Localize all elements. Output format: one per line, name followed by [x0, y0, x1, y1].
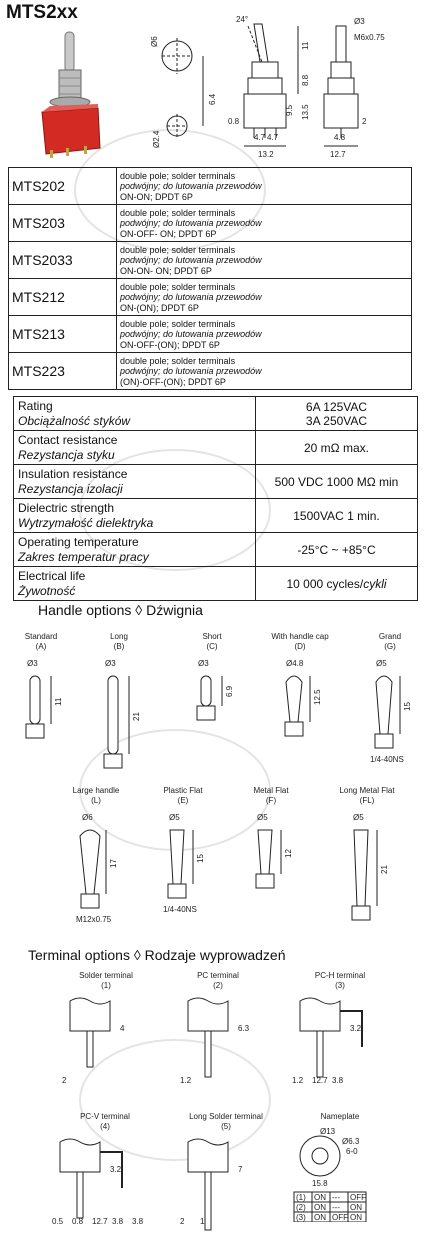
handle-bushing: [375, 734, 393, 748]
handle-height: 21: [132, 712, 141, 721]
terminal-option: [60, 971, 152, 1096]
dim-thread: M6x0.75: [354, 33, 385, 42]
model-code: MTS2033: [9, 242, 117, 279]
terminal-dim: 6.3: [238, 1024, 250, 1033]
handle-diameter: Ø5: [257, 813, 268, 822]
model-contact-spec: ON-ON- ON; DPDT 6P: [120, 265, 212, 276]
terminal-code: (3): [335, 981, 345, 990]
spec-parameter-pl: Wytrzymałość dielektryka: [18, 515, 154, 530]
nameplate-cell-text: OFF: [332, 1213, 348, 1222]
page-title: MTS2xx: [6, 2, 78, 23]
handle-bushing: [285, 722, 303, 736]
nameplate-cell-text: ON: [314, 1193, 326, 1202]
terminal-option: [50, 1112, 160, 1237]
terminal-dim: 3.2: [350, 1024, 362, 1033]
spec-parameter-pl: Rezystancja izolacji: [18, 481, 123, 496]
handle-drawing: [322, 806, 412, 936]
terminal-dim: 1.2: [292, 1076, 304, 1085]
handle-drawing: [6, 652, 76, 782]
spec-row: [14, 465, 418, 499]
dim-w127: 12.7: [330, 150, 346, 159]
nameplate-cell-text: OFF: [350, 1193, 366, 1202]
model-desc-en: double pole; solder terminals: [120, 355, 236, 366]
handle-diameter: Ø4.8: [286, 659, 304, 668]
spec-value-line: 500 VDC 1000 MΩ min: [274, 474, 399, 489]
spec-parameter-en: Operating temperature: [18, 534, 139, 549]
handle-option: [6, 632, 76, 787]
model-contact-spec: (ON)-OFF-(ON); DPDT 6P: [120, 376, 226, 387]
handle-drawing: [258, 652, 342, 782]
model-desc-pl: podwójny; do lutowania przewodów: [120, 366, 262, 377]
spec-row: [14, 397, 418, 431]
terminal-body: [70, 998, 110, 1031]
model-contact-spec: ON-ON; DPDT 6P: [120, 191, 193, 202]
terminal-name: PC-H terminal: [314, 971, 366, 980]
nameplate-cell-text: ---: [332, 1193, 340, 1202]
spec-parameter: [14, 431, 256, 465]
nameplate-outer: [300, 1136, 340, 1176]
handle-height: 15: [196, 854, 205, 863]
terminal-body: [188, 1139, 228, 1172]
terminal-pin: [205, 1172, 211, 1230]
model-code: MTS213: [9, 316, 117, 353]
dim-h64: 6.4: [208, 93, 217, 105]
handle-lever: [286, 676, 302, 722]
terminal-code: (5): [221, 1122, 231, 1131]
model-desc-pl: podwójny; do lutowania przewodów: [120, 255, 262, 266]
handle-option: [172, 632, 252, 787]
nameplate-hole: [312, 1148, 328, 1164]
specs-table: [13, 396, 418, 601]
terminal-drawing: [290, 991, 390, 1091]
nameplate-cell-text: ON: [314, 1203, 326, 1212]
terminal-option: [178, 971, 258, 1096]
handle-thread-note: 1/4-40NS: [163, 905, 197, 914]
spec-parameter-pl: Żywotność: [18, 583, 76, 598]
spec-value-line: 20 mΩ max.: [304, 440, 369, 455]
terminal-drawing: [50, 1132, 160, 1232]
terminal-dim: 3.2: [110, 1165, 122, 1174]
handle-drawing: [84, 652, 154, 782]
handle-bushing: [256, 874, 274, 888]
handle-lever: [30, 676, 40, 724]
model-desc-en: double pole; solder terminals: [120, 170, 236, 181]
terminal-pin: [317, 1031, 323, 1077]
nameplate-d63: Ø6.3: [342, 1137, 360, 1146]
spec-value: [256, 431, 418, 465]
terminal-pin: [87, 1031, 93, 1067]
handle-name: Large handle: [72, 786, 120, 795]
spec-value-line: -25°C ~ +85°C: [297, 542, 376, 557]
handle-diameter: Ø3: [198, 659, 209, 668]
handle-bushing: [168, 884, 186, 898]
handle-drawing: [172, 652, 252, 782]
terminal-body: [300, 998, 340, 1031]
handle-name: Long Metal Flat: [339, 786, 395, 795]
dim-h95: 9.5: [285, 104, 294, 116]
spec-value-pl: cykli: [363, 576, 387, 591]
handle-section-title: Handle options ◊ Dźwignia: [38, 602, 203, 618]
handle-lever: [80, 830, 100, 894]
handle-bushing: [352, 906, 370, 920]
handle-name: Plastic Flat: [163, 786, 203, 795]
handle-code: (B): [113, 642, 125, 651]
terminal-drawing: [60, 991, 152, 1091]
dim-w47a: 4.7: [254, 133, 266, 142]
terminal-dim: 1: [200, 1217, 205, 1226]
terminal-dim: 3.8: [112, 1217, 124, 1226]
nameplate-cell-text: ON: [314, 1213, 326, 1222]
handle-option: [56, 786, 136, 941]
handle-option: [350, 632, 430, 787]
dim-w132: 13.2: [258, 150, 274, 159]
terminal-dim: 2: [62, 1076, 67, 1085]
spec-value-line: 10 000 cycles/cykli: [286, 576, 387, 591]
handle-lever: [201, 676, 211, 706]
model-row: [9, 168, 412, 205]
spec-row: [14, 567, 418, 601]
terminal-drawing: [290, 1122, 390, 1222]
switch-photo: [36, 30, 106, 160]
handle-drawing: [56, 806, 136, 936]
handle-option: [148, 786, 218, 941]
terminal-body: [60, 1139, 100, 1172]
terminal-name: Solder terminal: [79, 971, 133, 980]
handle-name: Standard: [24, 632, 58, 641]
terminal-dim: 4: [120, 1024, 125, 1033]
spec-value-line: 3A 250VAC: [305, 413, 368, 428]
terminal-dim: 3.8: [332, 1076, 344, 1085]
spec-parameter-pl: Rezystancja styku: [18, 447, 115, 462]
spec-value: [256, 499, 418, 533]
nameplate-cell-text: (1): [296, 1193, 306, 1202]
model-desc-pl: podwójny; do lutowania przewodów: [120, 181, 262, 192]
nameplate-cell-text: (3): [296, 1213, 306, 1222]
handle-name: Short: [202, 632, 222, 641]
handle-code: (L): [91, 796, 101, 805]
dim-w2: 2: [362, 117, 367, 126]
model-row: [9, 242, 412, 279]
handle-name: Grand: [378, 632, 402, 641]
terminal-dim: 0.8: [72, 1217, 84, 1226]
model-desc-pl: podwójny; do lutowania przewodów: [120, 292, 262, 303]
handle-code: (C): [206, 642, 218, 651]
handle-diameter: Ø3: [27, 659, 38, 668]
handle-drawing: [236, 806, 306, 936]
model-row: [9, 279, 412, 316]
model-desc-pl: podwójny; do lutowania przewodów: [120, 329, 262, 340]
spec-value: [256, 397, 418, 431]
terminal-name: Nameplate: [320, 1112, 360, 1121]
handle-diameter: Ø6: [82, 813, 93, 822]
handle-bushing: [81, 894, 99, 908]
model-desc-en: double pole; solder terminals: [120, 318, 236, 329]
dim-h88: 8.8: [301, 74, 310, 86]
terminal-name: Long Solder terminal: [189, 1112, 263, 1121]
terminal-drawing: [178, 991, 258, 1091]
terminal-code: (4): [100, 1122, 110, 1131]
handle-height: 15: [403, 702, 412, 711]
handle-option: [84, 632, 154, 787]
handle-lever: [354, 830, 368, 906]
model-code: MTS212: [9, 279, 117, 316]
dim-d24: Ø2.4: [152, 130, 161, 148]
handle-height: 21: [380, 865, 389, 874]
terminal-section-title: Terminal options ◊ Rodzaje wyprowadzeń: [28, 947, 286, 963]
handle-diameter: Ø3: [105, 659, 116, 668]
spec-value: [256, 567, 418, 601]
model-desc-en: double pole; solder terminals: [120, 244, 236, 255]
spec-parameter: [14, 567, 256, 601]
model-description: [117, 168, 412, 205]
model-code: MTS203: [9, 205, 117, 242]
nameplate-w158: 15.8: [312, 1179, 328, 1188]
model-description: [117, 353, 412, 390]
nameplate-cell-text: ---: [332, 1203, 340, 1212]
spec-parameter-en: Dielectric strength: [18, 500, 115, 515]
model-row: [9, 205, 412, 242]
handle-bushing: [104, 754, 122, 768]
terminal-dim: 12.7: [92, 1217, 108, 1226]
handle-name: Metal Flat: [253, 786, 289, 795]
handle-option: [236, 786, 306, 941]
terminal-dim: 7: [238, 1165, 243, 1174]
model-contact-spec: ON-OFF-(ON); DPDT 6P: [120, 339, 220, 350]
handle-bushing: [26, 724, 44, 738]
dim-h135: 13.5: [301, 104, 310, 120]
handle-height: 12.5: [313, 689, 322, 705]
handle-diameter: Ø5: [353, 813, 364, 822]
terminal-dim: 1.2: [180, 1076, 192, 1085]
model-description: [117, 279, 412, 316]
side-view-drawing: [228, 12, 428, 162]
spec-parameter: [14, 465, 256, 499]
model-desc-en: double pole; solder terminals: [120, 207, 236, 218]
nameplate-cell-text: ON: [350, 1213, 362, 1222]
terminal-dim: 3.8: [132, 1217, 144, 1226]
dim-w47b: 4.7: [267, 133, 279, 142]
dim-d6: Ø6: [150, 36, 159, 47]
terminal-dim: 2: [180, 1217, 185, 1226]
model-contact-spec: ON-OFF- ON; DPDT 6P: [120, 228, 217, 239]
handle-lever: [108, 676, 118, 754]
terminal-pin: [205, 1031, 211, 1077]
dim-d3: Ø3: [354, 17, 365, 26]
handle-lever: [258, 830, 272, 874]
spec-value: [256, 533, 418, 567]
nameplate-d60: 6-0: [346, 1147, 358, 1156]
spec-parameter-en: Electrical life: [18, 568, 86, 583]
handle-lever: [170, 830, 184, 884]
terminal-pin: [77, 1172, 83, 1218]
spec-parameter-en: Rating: [18, 398, 53, 413]
terminal-body: [188, 998, 228, 1031]
handle-bushing: [197, 706, 215, 720]
handle-code: (A): [35, 642, 47, 651]
terminal-code: (2): [213, 981, 223, 990]
handle-code: (G): [384, 642, 396, 651]
models-table: [8, 167, 412, 390]
handle-diameter: Ø5: [169, 813, 180, 822]
model-row: [9, 316, 412, 353]
handle-name: With handle cap: [271, 632, 329, 641]
nameplate-cell-text: (2): [296, 1203, 306, 1212]
terminal-code: (1): [101, 981, 111, 990]
handle-height: 12: [284, 849, 293, 858]
handle-lever: [376, 676, 392, 734]
spec-value-line: 1500VAC 1 min.: [293, 508, 380, 523]
handle-option: [322, 786, 412, 941]
terminal-option: [290, 1112, 390, 1227]
model-desc-pl: podwójny; do lutowania przewodów: [120, 218, 262, 229]
nameplate-d13: Ø13: [320, 1127, 336, 1136]
spec-parameter-pl: Zakres temperatur pracy: [18, 549, 149, 564]
handle-drawing: [148, 806, 218, 936]
model-code: MTS202: [9, 168, 117, 205]
nameplate-cell-text: ON: [350, 1203, 362, 1212]
spec-parameter: [14, 533, 256, 567]
handle-diameter: Ø5: [376, 659, 387, 668]
handle-height: 6.9: [225, 685, 234, 697]
terminal-option: [178, 1112, 274, 1237]
dim-angle: 24°: [236, 15, 249, 24]
top-view-drawing: [145, 30, 225, 165]
handle-drawing: [350, 652, 430, 782]
model-description: [117, 316, 412, 353]
model-description: [117, 242, 412, 279]
handle-code: (E): [177, 796, 189, 805]
handle-height: 17: [109, 859, 118, 868]
handle-code: (D): [294, 642, 306, 651]
spec-row: [14, 431, 418, 465]
spec-parameter-en: Contact resistance: [18, 432, 118, 447]
terminal-name: PC-V terminal: [80, 1112, 130, 1121]
model-row: [9, 353, 412, 390]
handle-option: [258, 632, 342, 787]
handle-code: (FL): [359, 796, 375, 805]
spec-parameter: [14, 397, 256, 431]
dim-w08: 0.8: [228, 117, 240, 126]
spec-parameter: [14, 499, 256, 533]
terminal-dim: 12.7: [312, 1076, 328, 1085]
spec-parameter-pl: Obciążalność styków: [18, 413, 131, 428]
spec-row: [14, 533, 418, 567]
handle-height: 11: [54, 697, 63, 706]
model-description: [117, 205, 412, 242]
spec-value: [256, 465, 418, 499]
model-desc-en: double pole; solder terminals: [120, 281, 236, 292]
terminal-name: PC terminal: [197, 971, 239, 980]
handle-name: Long: [110, 632, 128, 641]
spec-row: [14, 499, 418, 533]
spec-value-line: 6A 125VAC: [305, 399, 368, 414]
model-contact-spec: ON-(ON); DPDT 6P: [120, 302, 199, 313]
terminal-dim: 0.5: [52, 1217, 64, 1226]
handle-thread-note: M12x0.75: [76, 915, 112, 924]
handle-thread-note: 1/4-40NS: [370, 755, 404, 764]
terminal-drawing: [178, 1132, 274, 1232]
dim-h11: 11: [301, 41, 310, 50]
model-code: MTS223: [9, 353, 117, 390]
handle-code: (F): [265, 796, 277, 805]
spec-parameter-en: Insulation resistance: [18, 466, 128, 481]
terminal-option: [290, 971, 390, 1096]
dim-w48: 4.8: [334, 133, 346, 142]
